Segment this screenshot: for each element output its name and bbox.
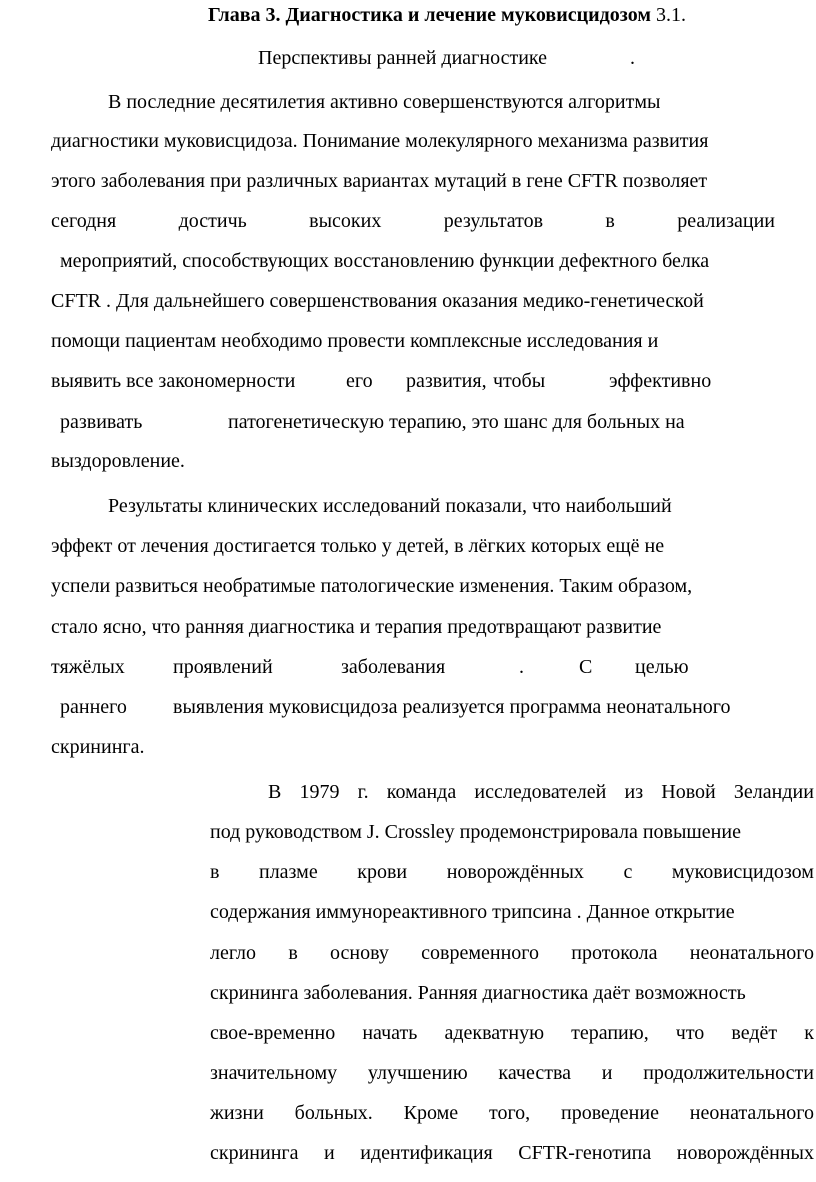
word: что bbox=[675, 1022, 705, 1044]
word: Новой bbox=[661, 781, 716, 803]
paragraph-3-line-2: под руководством J. Crossley продемонстрировала повышение bbox=[210, 821, 741, 843]
subheading-text: Перспективы ранней диагностике bbox=[258, 47, 547, 69]
word: и bbox=[601, 1062, 613, 1084]
word: из bbox=[624, 781, 644, 803]
word: команда bbox=[386, 781, 457, 803]
word: неонатального bbox=[689, 942, 814, 964]
paragraph-3-line-1 bbox=[268, 779, 814, 805]
word: значительному bbox=[210, 1062, 338, 1084]
chapter-heading bbox=[208, 2, 686, 28]
section-subheading bbox=[258, 45, 547, 71]
word: идентификация bbox=[360, 1142, 493, 1164]
word: плазме bbox=[259, 861, 318, 883]
word: целью bbox=[635, 656, 689, 678]
paragraph-3-line-5 bbox=[210, 940, 814, 966]
word: того, bbox=[488, 1102, 531, 1124]
paragraph-2-line-3: успели развиться необратимые патологические изменения. Таким образом, bbox=[51, 575, 693, 597]
word: CFTR-генотипа bbox=[518, 1142, 652, 1164]
paragraph-1-line-1: В последние десятилетия активно совершенствуются алгоритмы bbox=[108, 91, 661, 113]
word: Зеландии bbox=[733, 781, 814, 803]
word: сегодня bbox=[51, 210, 117, 232]
word: терапию, bbox=[571, 1022, 649, 1044]
paragraph-1-line-6: CFTR . Для дальнейшего совершенствования оказания медико-генетической bbox=[51, 290, 704, 312]
word: крови bbox=[357, 861, 408, 883]
word: жизни bbox=[210, 1102, 264, 1124]
word: начать bbox=[362, 1022, 418, 1044]
paragraph-3-line-10 bbox=[210, 1140, 814, 1166]
word: новорождённых bbox=[446, 861, 584, 883]
paragraph-1-line-5: мероприятий, способствующих восстановлению функции дефектного белка bbox=[60, 250, 710, 272]
word: исследователей bbox=[474, 781, 607, 803]
word: 1979 bbox=[299, 781, 340, 803]
word: муковисцидозом bbox=[671, 861, 814, 883]
word: результатов bbox=[443, 210, 544, 232]
word: высоких bbox=[309, 210, 382, 232]
word: эффективно bbox=[609, 370, 712, 392]
word: современного bbox=[421, 942, 540, 964]
word: С bbox=[579, 656, 593, 678]
word: улучшению bbox=[367, 1062, 468, 1084]
paragraph-1-line-10: выздоровление. bbox=[51, 450, 185, 472]
word: патогенетическую терапию, это шанс для больных на bbox=[228, 411, 685, 433]
word: тяжёлых bbox=[51, 656, 125, 678]
word: проведение bbox=[560, 1102, 659, 1124]
word: больных. bbox=[294, 1102, 373, 1124]
paragraph-3-line-8 bbox=[210, 1060, 814, 1086]
word: реализации bbox=[677, 210, 775, 232]
word: к bbox=[804, 1022, 814, 1044]
word: с bbox=[623, 861, 633, 883]
paragraph-2-line-1: Результаты клинических исследований показали, что наибольший bbox=[108, 495, 672, 517]
paragraph-3-line-3 bbox=[210, 859, 814, 885]
word: достичь bbox=[178, 210, 247, 232]
paragraph-2-line-4: стало ясно, что ранняя диагностика и терапия предотвращают развитие bbox=[51, 616, 662, 638]
word: проявлений bbox=[173, 656, 273, 678]
word: чтобы bbox=[493, 370, 546, 392]
word: Кроме bbox=[403, 1102, 459, 1124]
paragraph-1-line-3: этого заболевания при различных вариантах мутаций в гене CFTR позволяет bbox=[51, 170, 708, 192]
word: легло bbox=[210, 942, 257, 964]
word: выявить все закономерности bbox=[51, 370, 296, 392]
word: продолжительности bbox=[643, 1062, 814, 1084]
word: неонатального bbox=[689, 1102, 814, 1124]
paragraph-3-line-9 bbox=[210, 1100, 814, 1126]
word: ведёт bbox=[731, 1022, 778, 1044]
word: развивать bbox=[60, 411, 143, 433]
word: развития, bbox=[406, 370, 487, 392]
word: качества bbox=[498, 1062, 572, 1084]
paragraph-3-line-7 bbox=[210, 1020, 814, 1046]
chapter-title: Глава 3. Диагностика и лечение муковисцидозом bbox=[208, 4, 651, 26]
word: новорождённых bbox=[676, 1142, 814, 1164]
paragraph-3-line-6: скрининга заболевания. Ранняя диагностика даёт возможность bbox=[210, 982, 746, 1004]
word: протокола bbox=[571, 942, 658, 964]
word: г. bbox=[357, 781, 369, 803]
word: свое-временно bbox=[210, 1022, 336, 1044]
paragraph-2-line-7: скрининга. bbox=[51, 736, 145, 758]
word: заболевания bbox=[341, 656, 446, 678]
word: в bbox=[288, 942, 298, 964]
word: и bbox=[324, 1142, 335, 1164]
paragraph-3-line-4: содержания иммунореактивного трипсина . Данное открытие bbox=[210, 901, 735, 923]
word: в bbox=[605, 210, 615, 232]
section-number: 3.1. bbox=[655, 4, 686, 26]
paragraph-2-line-2: эффект от лечения достигается только у детей, в лёгких которых ещё не bbox=[51, 535, 665, 557]
word: раннего bbox=[60, 696, 127, 718]
paragraph-1-line-7: помощи пациентам необходимо провести комплексные исследования и bbox=[51, 330, 659, 352]
word: В bbox=[268, 781, 282, 803]
paragraph-1-line-4 bbox=[51, 208, 775, 234]
subheading-dot: . bbox=[630, 47, 635, 69]
paragraph-1-line-2: диагностики муковисцидоза. Понимание молекулярного механизма развития bbox=[51, 130, 709, 152]
word: адекватную bbox=[444, 1022, 545, 1044]
word: в bbox=[210, 861, 220, 883]
word: . bbox=[519, 656, 524, 678]
word: его bbox=[346, 370, 373, 392]
word: выявления муковисцидоза реализуется программа неонатального bbox=[173, 696, 731, 718]
word: скрининга bbox=[210, 1142, 299, 1164]
word: основу bbox=[330, 942, 389, 964]
